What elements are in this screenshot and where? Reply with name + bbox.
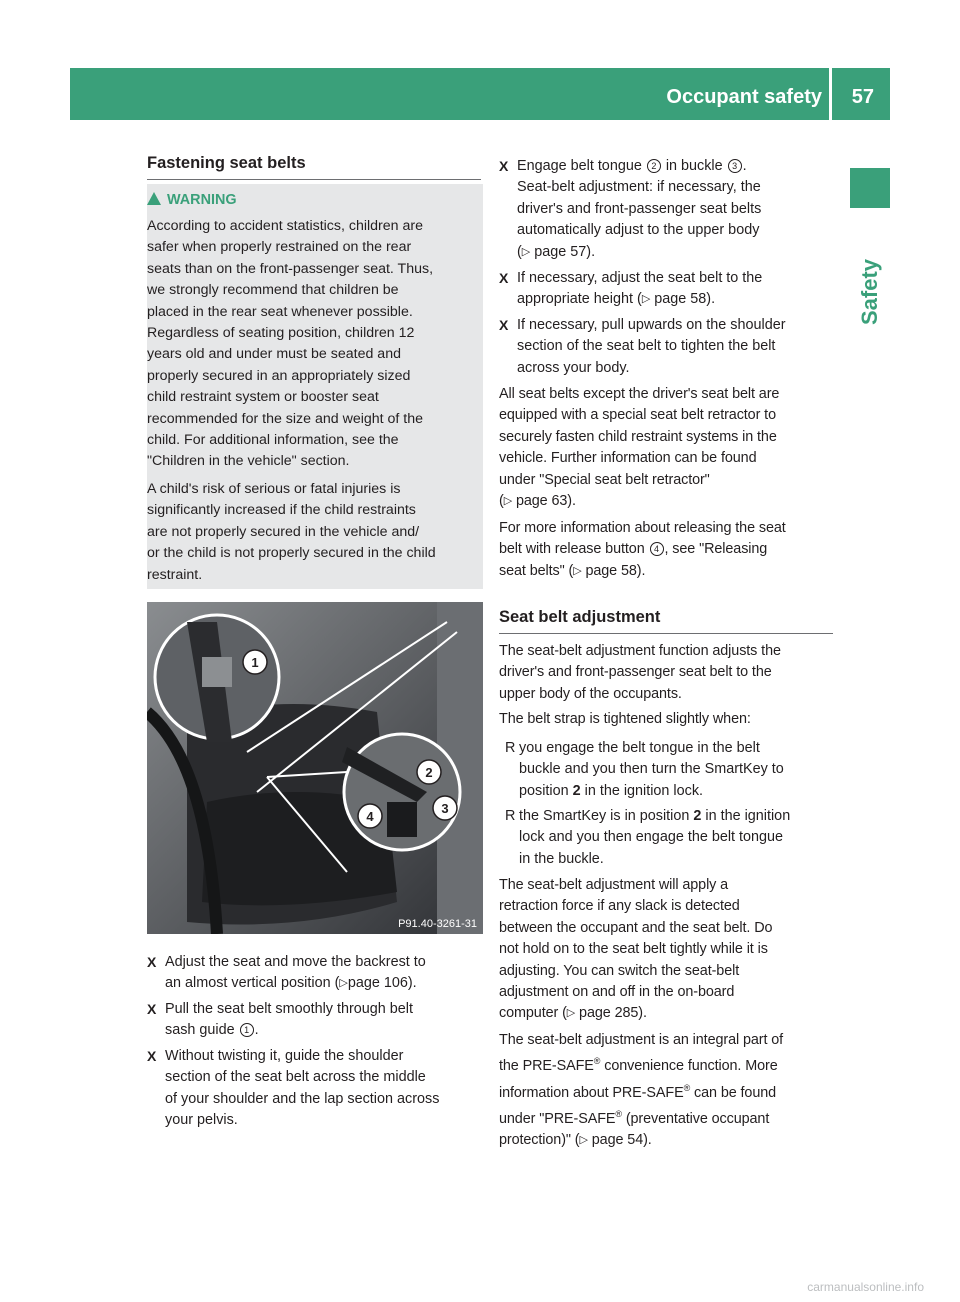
svg-text:4: 4	[366, 809, 374, 824]
bullet-engage-tongue: R you engage the belt tongue in the belt buckle and you then turn the SmartKey to position 2 in the ignition lock.	[505, 740, 784, 799]
step-adjust-seat: X Adjust the seat and move the backrest to an almost vertical position (▷page 106).	[147, 954, 426, 992]
paragraph-retractor: All seat belts except the driver's seat belt are equipped with a special seat belt retractor to securely fasten child restraint systems in the vehicle. Further information can be found under "Special seat belt retractor" (▷ page 63).	[499, 386, 780, 510]
warning-box	[147, 184, 483, 589]
svg-text:2: 2	[425, 765, 433, 780]
step-tighten-belt: X If necessary, pull upwards on the shoulder section of the seat belt to tighten the belt across your body.	[499, 317, 786, 376]
section-heading: Fastening seat belts	[147, 154, 481, 180]
step-engage-tongue: X Engage belt tongue 2 in buckle 3 . Seat-belt adjustment: if necessary, the driver's and front-passenger seat belts automatically adjust to the upper body (▷ page 57).	[499, 158, 762, 260]
callout-1	[243, 650, 267, 674]
svg-text:3: 3	[441, 801, 449, 816]
callout-3	[433, 796, 457, 820]
callout-2	[417, 760, 441, 784]
warning-paragraph-1: According to accident statistics, children are safer when properly restrained on the rear seats than on the front-passenger seat. Thus, we strongly recommend that children be placed in the rear seat whenever possible. Regardless of seating position, children 12 years old and under must be seated and properly secured in an appropriately sized child restraint system or booster seat recommended for the size and weight of the child. For additional information, see the "Children in the vehicle" section.	[147, 218, 434, 470]
step-guide-shoulder: X Without twisting it, guide the shoulder section of the seat belt across the middle of your shoulder and the lap section across your pelvis.	[147, 1048, 440, 1129]
header-divider	[829, 68, 832, 120]
photo-code: P91.40-3261-31	[398, 918, 477, 930]
paragraph-tightened-when: The belt strap is tightened slightly when:	[499, 711, 751, 727]
page-ref-arrow-icon: ▷	[339, 977, 348, 990]
paragraph-function: The seat-belt adjustment function adjusts the driver's and front-passenger seat belt to the upper body of the occupants.	[499, 643, 781, 702]
section-tab: Safety	[857, 258, 882, 326]
paragraph-release-button: For more information about releasing the seat belt with release button 4 , see "Releasing seat belts" (▷ page 58).	[499, 520, 786, 579]
warning-icon	[147, 192, 161, 205]
chapter-title: Occupant safety	[666, 86, 822, 108]
warning-paragraph-2: A child's risk of serious or fatal injuries is significantly increased if the child restraints are not properly secured in the vehicle and/ or the child is not properly secured in the child restraint.	[147, 481, 436, 583]
step-pull-belt: X Pull the seat belt smoothly through belt sash guide 1 .	[147, 1001, 413, 1039]
callout-4	[358, 804, 382, 828]
paragraph-pre-safe: The seat-belt adjustment is an integral part of the PRE-SAFE® convenience function. More information about PRE-SAFE® can be found under "PRE-SAFE® (preventative occupant protection)" (▷ page 54).	[499, 1032, 784, 1149]
seat-belt-photo	[147, 602, 483, 934]
side-marker	[850, 168, 890, 208]
warning-title: WARNING	[147, 192, 237, 208]
paragraph-retraction-force: The seat-belt adjustment will apply a retraction force if any slack is detected between the occupant and the seat belt. Do not hold on to the seat belt tightly while it is adjusting. You can switch the seat-belt adjustment on and off in the on-board computer (▷ page 285).	[499, 877, 773, 1022]
header-bar	[70, 68, 890, 120]
step-adjust-height: X If necessary, adjust the seat belt to the appropriate height (▷ page 58).	[499, 270, 763, 308]
page-number: 57	[851, 86, 874, 108]
svg-text:1: 1	[251, 655, 259, 670]
section-heading-2: Seat belt adjustment	[499, 608, 833, 634]
footer-watermark: carmanualsonline.info	[807, 1280, 924, 1294]
bullet-smartkey-position: R the SmartKey is in position 2 in the ignition lock and you then engage the belt tongue in the buckle.	[505, 808, 791, 867]
